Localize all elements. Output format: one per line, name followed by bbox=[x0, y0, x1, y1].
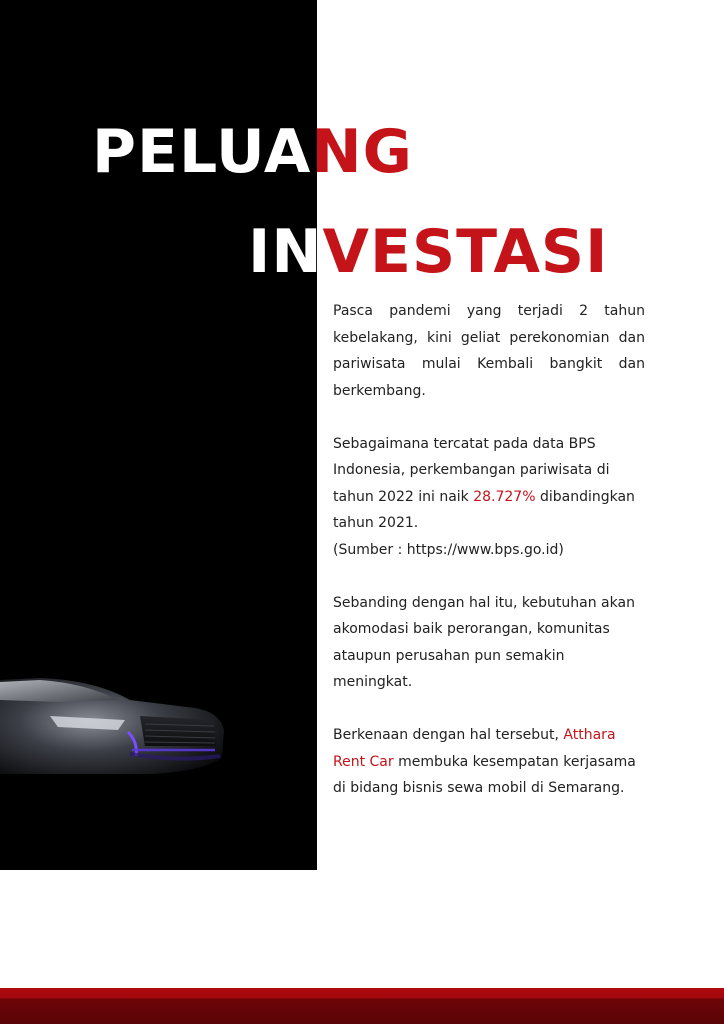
title-line-2-red: VESTASI bbox=[322, 217, 609, 287]
footer-bar bbox=[0, 988, 724, 1024]
paragraph-3: Sebanding dengan hal itu, kebutuhan akan akomodasi baik perorangan, komunitas ataupun perusahan pun semakin meningkat. bbox=[333, 594, 635, 690]
paragraph-4-text-b: membuka kesempatan kerjasama di bidang bisnis sewa mobil di Semarang. bbox=[333, 753, 636, 796]
paragraph-2-text-b: dibandingkan tahun 2021. bbox=[333, 488, 635, 531]
title-line-1-red: NG bbox=[311, 117, 413, 187]
title-line-2 bbox=[248, 217, 609, 287]
paragraph-2 bbox=[333, 431, 645, 564]
title-line-1 bbox=[92, 117, 413, 187]
paragraph-4-text-a: Berkenaan dengan hal tersebut, bbox=[333, 727, 564, 743]
body-text bbox=[333, 298, 645, 828]
growth-percentage: 28.727% bbox=[473, 488, 536, 505]
title-line-2-white: IN bbox=[248, 217, 323, 287]
paragraph-2-text-a: Sebagaimana tercatat pada data BPS Indonesia, perkembangan pariwisata di tahun 2022 ini naik bbox=[333, 435, 610, 505]
title-line-1-white: PELUA bbox=[92, 117, 312, 187]
paragraph-1: Pasca pandemi yang terjadi 2 tahun kebelakang, kini geliat perekonomian dan pariwisata mulai Kembali bangkit dan berkembang. bbox=[333, 303, 645, 399]
source-citation: (Sumber : https://www.bps.go.id) bbox=[333, 541, 564, 558]
car-image bbox=[0, 650, 240, 780]
paragraph-4 bbox=[333, 722, 645, 802]
company-name: Atthara Rent Car bbox=[333, 727, 616, 770]
